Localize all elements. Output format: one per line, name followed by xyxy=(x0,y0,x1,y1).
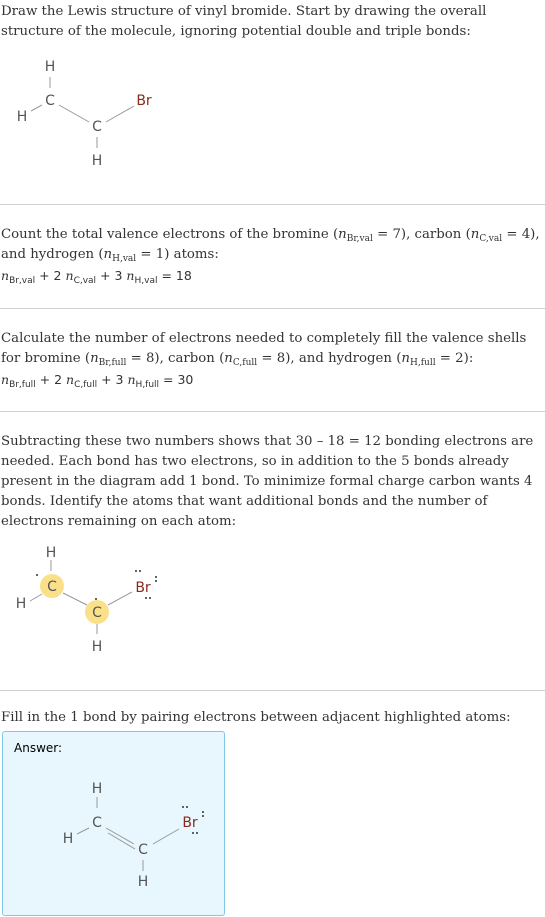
divider xyxy=(0,411,545,412)
answer-label: Answer: xyxy=(14,741,63,755)
step-valence-electrons xyxy=(0,225,545,286)
step-draw-structure xyxy=(0,2,545,42)
step-draw-structure-text: Draw the Lewis structure of vinyl bromide. Start by drawing the overall structure of the molecule, ignoring potential double and triple bonds: xyxy=(1,4,487,39)
fill-bond-text: Fill in the 1 bond by pairing electrons between adjacent highlighted atoms: xyxy=(1,710,511,725)
step-full-shells xyxy=(0,329,545,390)
divider xyxy=(0,308,545,309)
final-br: Br xyxy=(182,815,198,831)
skeleton-h-top: H xyxy=(44,59,56,75)
highlighted-h-bottom: H xyxy=(91,639,103,655)
bonding-electrons-text: Subtracting these two numbers shows that 30 – 18 = 12 bonding electrons are needed. Each bond has two electrons, so in addition to the 5 bonds already present in the diagram add 1 bond. To minimize formal charge carbon wants 4 bonds. Identify the atoms that want additional bonds and the number of electrons remaining on each atom: xyxy=(1,434,534,529)
highlighted-structure-diagram xyxy=(0,538,545,663)
skeleton-structure-diagram xyxy=(0,48,545,178)
highlighted-c2: C xyxy=(92,605,102,621)
valence-text: Count the total valence electrons of the bromine $(n_{Br,val} = 7)$, carbon $(n_{C,val} = 4)$, and hydrogen $(n_{H,val} = 1)$ atoms: xyxy=(1,227,540,264)
final-c2: C xyxy=(138,842,148,858)
full-shells-text: Calculate the number of electrons needed to completely fill the valence shells for bromine $(n_{Br,full} = 8)$, carbon $(n_{C,full} = 8)$, and hydrogen $(n_{H,full} = 2)$: xyxy=(1,331,527,368)
final-c1: C xyxy=(92,815,102,831)
skeleton-h-left: H xyxy=(16,109,28,125)
final-h-bottom: H xyxy=(137,874,149,890)
divider xyxy=(0,204,545,205)
skeleton-h-bottom: H xyxy=(91,153,103,169)
step-bonding-electrons xyxy=(0,432,545,532)
highlighted-h-top: H xyxy=(45,545,57,561)
skeleton-c1: C xyxy=(45,93,55,109)
skeleton-c2: C xyxy=(92,119,102,135)
step-fill-bond xyxy=(0,708,545,728)
highlighted-c1: C xyxy=(47,579,57,595)
valence-formula: $n_{Br,val} + 2$ $n_{C,val} + 3$ $n_{H,val} = 18$ xyxy=(1,268,192,286)
divider xyxy=(0,690,545,691)
final-structure-diagram xyxy=(3,732,224,915)
final-h-left: H xyxy=(62,831,74,847)
highlighted-h-left: H xyxy=(15,596,27,612)
skeleton-br: Br xyxy=(136,93,152,109)
answer-box xyxy=(2,731,225,916)
full-shells-formula: $n_{Br,full} + 2$ $n_{C,full} + 3$ $n_{H,full} = 30$ xyxy=(1,372,194,390)
highlighted-br: Br xyxy=(135,580,151,596)
final-h-top: H xyxy=(91,781,103,797)
